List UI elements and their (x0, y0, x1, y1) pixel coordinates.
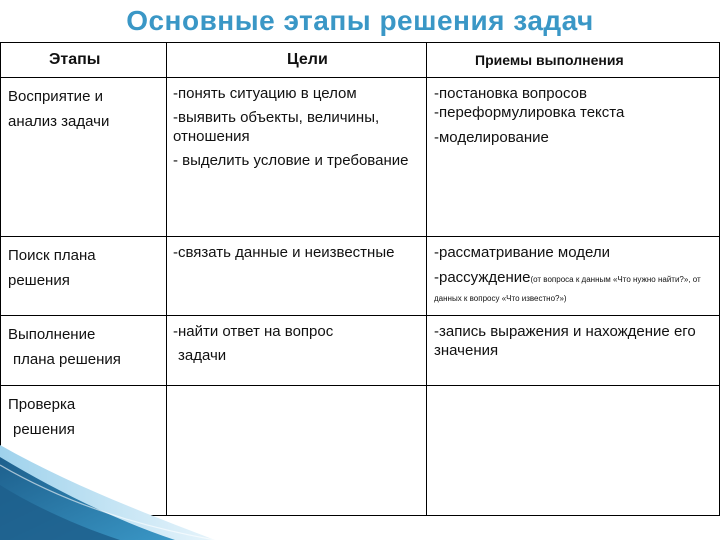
stage-text: плана решения (13, 351, 121, 368)
goals-cell (167, 237, 427, 316)
goals-cell (167, 78, 427, 237)
stage-cell (1, 78, 167, 237)
stage-text: Восприятие и (8, 88, 103, 105)
methods-cell (427, 237, 720, 316)
goals-cell (167, 316, 427, 386)
goals-cell (167, 386, 427, 516)
table-row (1, 237, 720, 316)
stage-cell (1, 316, 167, 386)
method-item: -постановка вопросов (434, 85, 587, 102)
table-row (1, 386, 720, 516)
method-item-main: -рассуждение (434, 269, 531, 286)
goal-item: - выделить условие и требование (173, 152, 409, 169)
methods-cell (427, 316, 720, 386)
methods-cell (427, 386, 720, 516)
stage-text: решения (13, 421, 75, 438)
method-item (434, 268, 715, 306)
stage-cell (1, 386, 167, 516)
stage-text: Поиск плана (8, 247, 96, 264)
goal-item: -понять ситуацию в целом (173, 85, 357, 102)
method-item: -переформулировка текста (434, 104, 625, 121)
goal-item: -связать данные и неизвестные (173, 244, 395, 261)
stage-text: решения (8, 272, 70, 289)
header-stages: Этапы (1, 43, 167, 78)
table-row (1, 78, 720, 237)
method-item: -рассматривание модели (434, 244, 610, 261)
method-item: -запись выражения и нахождение его значения (434, 323, 696, 359)
goal-item: задачи (178, 347, 227, 364)
stage-text: Выполнение (8, 326, 96, 343)
methods-cell (427, 78, 720, 237)
stages-table (0, 42, 720, 516)
stage-text: анализ задачи (8, 113, 110, 130)
table-header-row (1, 43, 720, 78)
goal-item: -найти ответ на вопрос (173, 323, 334, 340)
table-row (1, 316, 720, 386)
stage-text: Проверка (8, 396, 76, 413)
header-goals: Цели (167, 43, 427, 78)
header-methods: Приемы выполнения (427, 43, 720, 78)
method-item-note: (от вопроса к данным «Что нужно найти?», от данных к вопросу «Что известно?») (434, 275, 701, 303)
goal-item: -выявить объекты, величины, отношения (173, 109, 380, 145)
method-item: -моделирование (434, 129, 549, 146)
stage-cell (1, 237, 167, 316)
slide-title: Основные этапы решения задач (126, 5, 594, 36)
